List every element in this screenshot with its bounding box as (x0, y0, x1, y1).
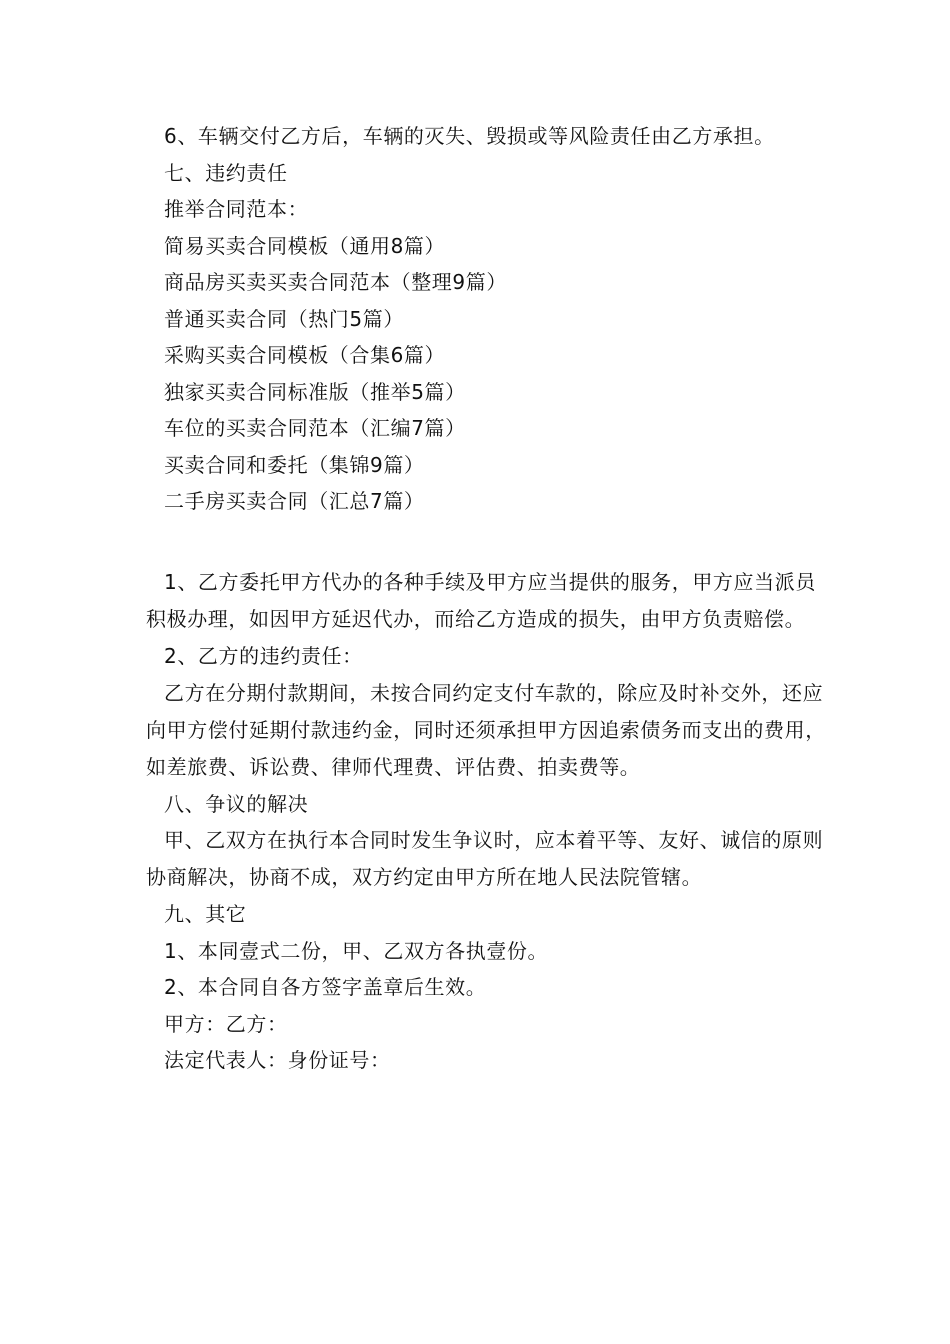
legal-representative: 法定代表人：身份证号： (164, 1048, 391, 1072)
top-section (146, 118, 826, 520)
recommend-item: 二手房买卖合同（汇总7篇） (164, 489, 425, 513)
recommend-item: 独家买卖合同标准版（推举5篇） (164, 379, 466, 404)
bottom-section (146, 564, 826, 1079)
party-names: 甲方：乙方： (164, 1011, 288, 1036)
recommend-label: 推举合同范本： (164, 197, 309, 221)
clause-2-body: 乙方在分期付款期间，未按合同约定支付车款的，除应及时补交外，还应向甲方偿付延期付款违约金，同时还须承担甲方因追索债务而支出的费用，如差旅费、诉讼费、律师代理费、评估费、拍卖费等。 (146, 680, 826, 779)
heading-breach-liability: 七、违约责任 (164, 160, 288, 185)
recommend-item: 普通买卖合同（热门5篇） (164, 306, 404, 331)
clause-1: 1、乙方委托甲方代办的各种手续及甲方应当提供的服务，甲方应当派员积极办理，如因甲方延迟代办，而给乙方造成的损失，由甲方负责赔偿。 (146, 570, 816, 631)
other-clause-1: 1、本同壹式二份，甲、乙双方各执壹份。 (164, 938, 549, 963)
recommend-item: 简易买卖合同模板（通用8篇） (164, 233, 446, 258)
recommend-item: 买卖合同和委托（集锦9篇） (164, 452, 425, 477)
recommend-item: 车位的买卖合同范本（汇编7篇） (164, 416, 466, 440)
heading-dispute-resolution: 八、争议的解决 (164, 791, 309, 816)
dispute-body: 甲、乙双方在执行本合同时发生争议时，应本着平等、友好、诚信的原则协商解决，协商不成，双方约定由甲方所在地人民法院管辖。 (146, 828, 824, 889)
recommend-item: 商品房买卖买卖合同范本（整理9篇） (164, 270, 507, 294)
recommend-item: 采购买卖合同模板（合集6篇） (164, 343, 446, 367)
clause-6: 6、车辆交付乙方后，车辆的灭失、毁损或等风险责任由乙方承担。 (164, 124, 775, 148)
heading-other: 九、其它 (164, 902, 247, 926)
clause-2-title: 2、乙方的违约责任： (164, 644, 363, 668)
other-clause-2: 2、本合同自各方签字盖章后生效。 (164, 975, 487, 999)
